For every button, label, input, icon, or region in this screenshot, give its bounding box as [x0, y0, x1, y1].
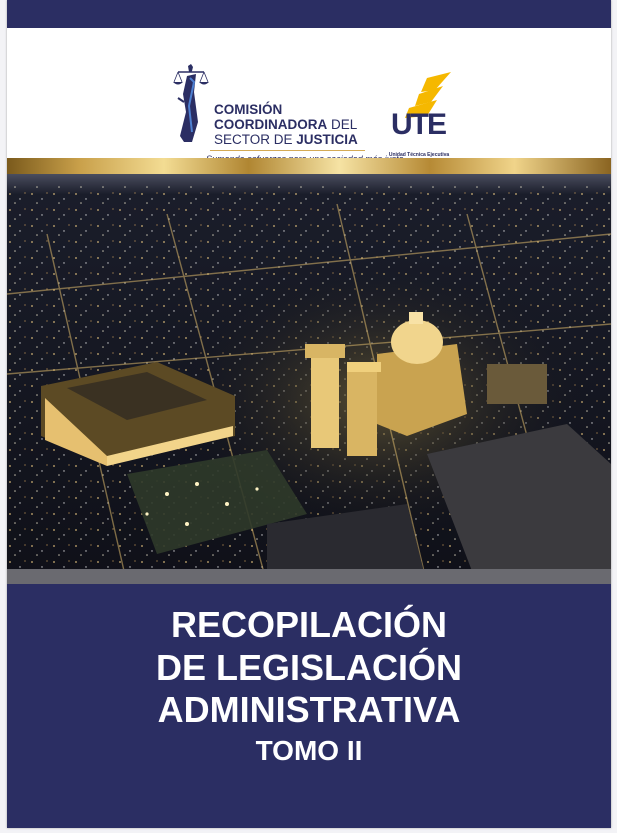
city-night-photo	[7, 174, 611, 584]
cover-photo	[7, 174, 611, 584]
title-line-1: RECOPILACIÓN	[170, 604, 447, 645]
volume-label: TOMO II	[255, 735, 363, 766]
ute-sub-line1: Unidad Técnica Ejecutiva	[388, 152, 450, 158]
ccsj-divider	[210, 150, 365, 151]
ccsj-logo	[170, 62, 385, 172]
document-cover	[7, 0, 611, 828]
ccsj-line1: COMISIÓN	[214, 102, 283, 117]
title-line-2: DE LEGISLACIÓN	[155, 647, 463, 688]
ute-wordmark: UTE	[391, 108, 445, 141]
ute-logo	[385, 72, 453, 172]
cover-header	[7, 28, 611, 158]
ccsj-line3-bold: JUSTICIA	[296, 132, 358, 147]
top-band	[7, 0, 611, 28]
title-block	[7, 584, 611, 828]
gold-ribbon	[7, 158, 611, 174]
ccsj-line2-bold: COORDINADORA	[214, 117, 328, 132]
ccsj-wordmark	[214, 102, 358, 147]
ccsj-line3-light: SECTOR DE	[214, 132, 293, 147]
ccsj-line2-light: DEL	[331, 117, 358, 132]
title-line-3: ADMINISTRATIVA	[157, 689, 461, 730]
justice-figure-icon	[170, 62, 212, 144]
